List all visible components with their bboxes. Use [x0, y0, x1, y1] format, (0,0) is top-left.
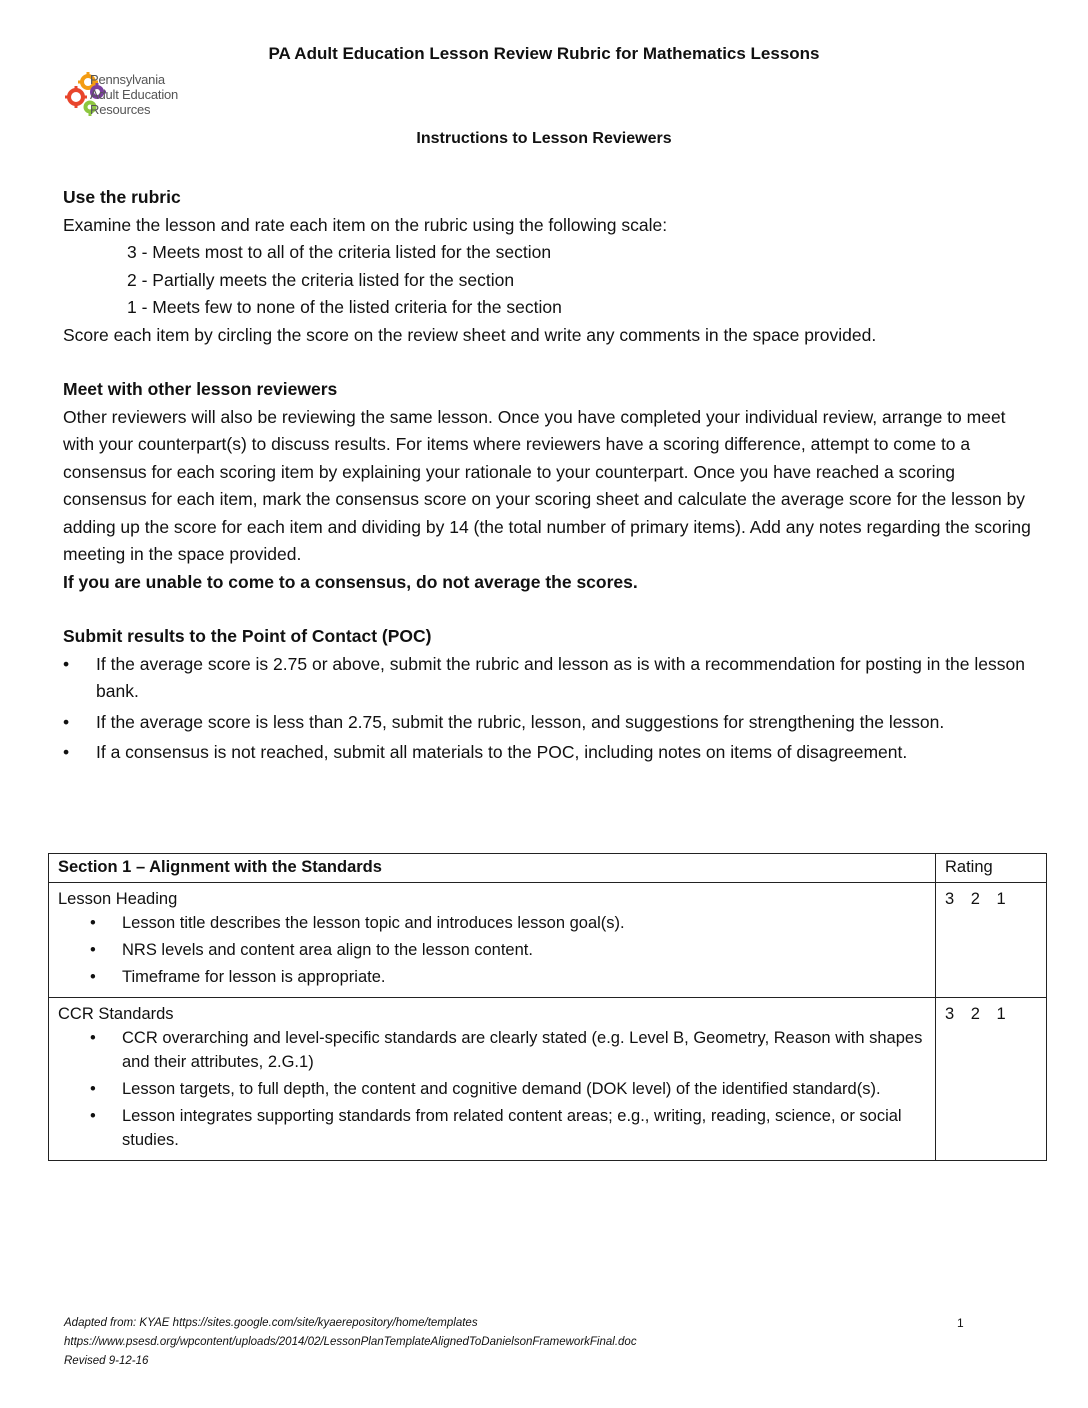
criteria-cell — [49, 883, 936, 998]
list-item: • If a consensus is not reached, submit all materials to the POC, including notes on items of disagreement. — [63, 739, 1033, 767]
page-number: 1 — [957, 1316, 964, 1330]
criteria-title: Lesson Heading — [58, 890, 178, 908]
rating-cell — [936, 883, 1047, 998]
bullet-icon: • — [63, 742, 70, 762]
list-item: • NRS levels and content area align to the lesson content. — [122, 938, 926, 962]
bullet-icon: • — [63, 711, 70, 732]
rating-options[interactable]: 3 2 1 — [945, 1005, 1006, 1023]
use-rubric-note: Score each item by circling the score on the review sheet and write any comments in the space provided. — [63, 324, 877, 345]
bullet-icon: • — [90, 914, 96, 932]
logo-line: Pennsylvania — [90, 72, 165, 87]
bullet-icon: • — [90, 1080, 96, 1098]
meet-heading: Meet with other lesson reviewers — [63, 379, 338, 399]
criteria-list — [58, 911, 926, 989]
submit-list — [63, 651, 1033, 767]
criteria-title: CCR Standards — [58, 1005, 174, 1023]
list-item: • Lesson title describes the lesson topic and introduces lesson goal(s). — [122, 911, 926, 935]
table-header-row — [49, 854, 1047, 883]
rating-cell — [936, 998, 1047, 1161]
list-item: • Lesson integrates supporting standards from related content areas; e.g., writing, reading, science, or social studies. — [122, 1104, 926, 1152]
criteria-cell — [49, 998, 936, 1161]
logo-line: Adult Education — [90, 87, 179, 102]
meet-warning: If you are unable to come to a consensus, do not average the scores. — [63, 571, 638, 592]
page-title: PA Adult Education Lesson Review Rubric for Mathematics Lessons — [268, 44, 820, 63]
rating-header: Rating — [936, 854, 1047, 883]
criteria-list — [58, 1026, 926, 1152]
list-item: • If the average score is 2.75 or above, submit the rubric and lesson as is with a recommendation for posting in the lesson bank. — [63, 651, 1033, 706]
rubric-table — [48, 853, 1047, 1161]
logo-text — [90, 72, 178, 117]
list-item: • CCR overarching and level-specific standards are clearly stated (e.g. Level B, Geometry, Reason with shapes and their attributes, 2.G.1) — [122, 1026, 926, 1074]
bullet-icon: • — [90, 1107, 96, 1125]
bullet-icon: • — [63, 653, 70, 674]
list-item: • Timeframe for lesson is appropriate. — [122, 965, 926, 989]
footer-url: https://www.psesd.org/wpcontent/uploads/2014/02/LessonPlanTemplateAlignedToDanielsonFrameworkFinal.doc — [64, 1336, 637, 1348]
use-rubric-heading: Use the rubric — [63, 187, 181, 207]
instructions-heading: Instructions to Lesson Reviewers — [416, 130, 672, 147]
footer-source: Adapted from: KYAE https://sites.google.com/site/kyaerepository/home/templates — [64, 1317, 478, 1329]
scale-item: 2 - Partially meets the criteria listed for the section — [127, 269, 515, 290]
bullet-icon: • — [90, 1029, 96, 1047]
bullet-icon: • — [90, 968, 96, 986]
scale-item: 1 - Meets few to none of the listed criteria for the section — [127, 297, 562, 317]
bullet-icon: • — [90, 941, 96, 959]
footer-revised: Revised 9-12-16 — [64, 1355, 149, 1367]
table-row — [49, 998, 1047, 1161]
instructions-body — [63, 184, 1033, 770]
scale-item: 3 - Meets most to all of the criteria listed for the section — [127, 242, 552, 262]
footer — [64, 1314, 974, 1371]
rating-options[interactable]: 3 2 1 — [945, 890, 1006, 908]
use-rubric-intro: Examine the lesson and rate each item on the rubric using the following scale: — [63, 214, 668, 235]
meet-body: Other reviewers will also be reviewing the same lesson. Once you have completed your individual review, arrange to meet with your counterpart(s) to discuss results. For items where reviewers have a scoring difference, attempt to come to a consensus for each scoring item by explaining your rationale to your counterpart. Once you have reached a scoring consensus for each item, mark the consensus score on your scoring sheet and calculate the average score for the lesson by adding up the score for each item and dividing by 14 (the total number of primary items). Add any notes regarding the scoring meeting in the space provided. — [63, 406, 1031, 564]
list-item: • If the average score is less than 2.75, submit the rubric, lesson, and suggestions for strengthening the lesson. — [63, 709, 1033, 737]
list-item: • Lesson targets, to full depth, the content and cognitive demand (DOK level) of the identified standard(s). — [122, 1077, 926, 1101]
section-header: Section 1 – Alignment with the Standards — [49, 854, 936, 883]
organization-logo — [64, 68, 224, 124]
logo-line: Resources — [90, 102, 151, 117]
submit-heading: Submit results to the Point of Contact (POC) — [63, 626, 432, 646]
table-row — [49, 883, 1047, 998]
